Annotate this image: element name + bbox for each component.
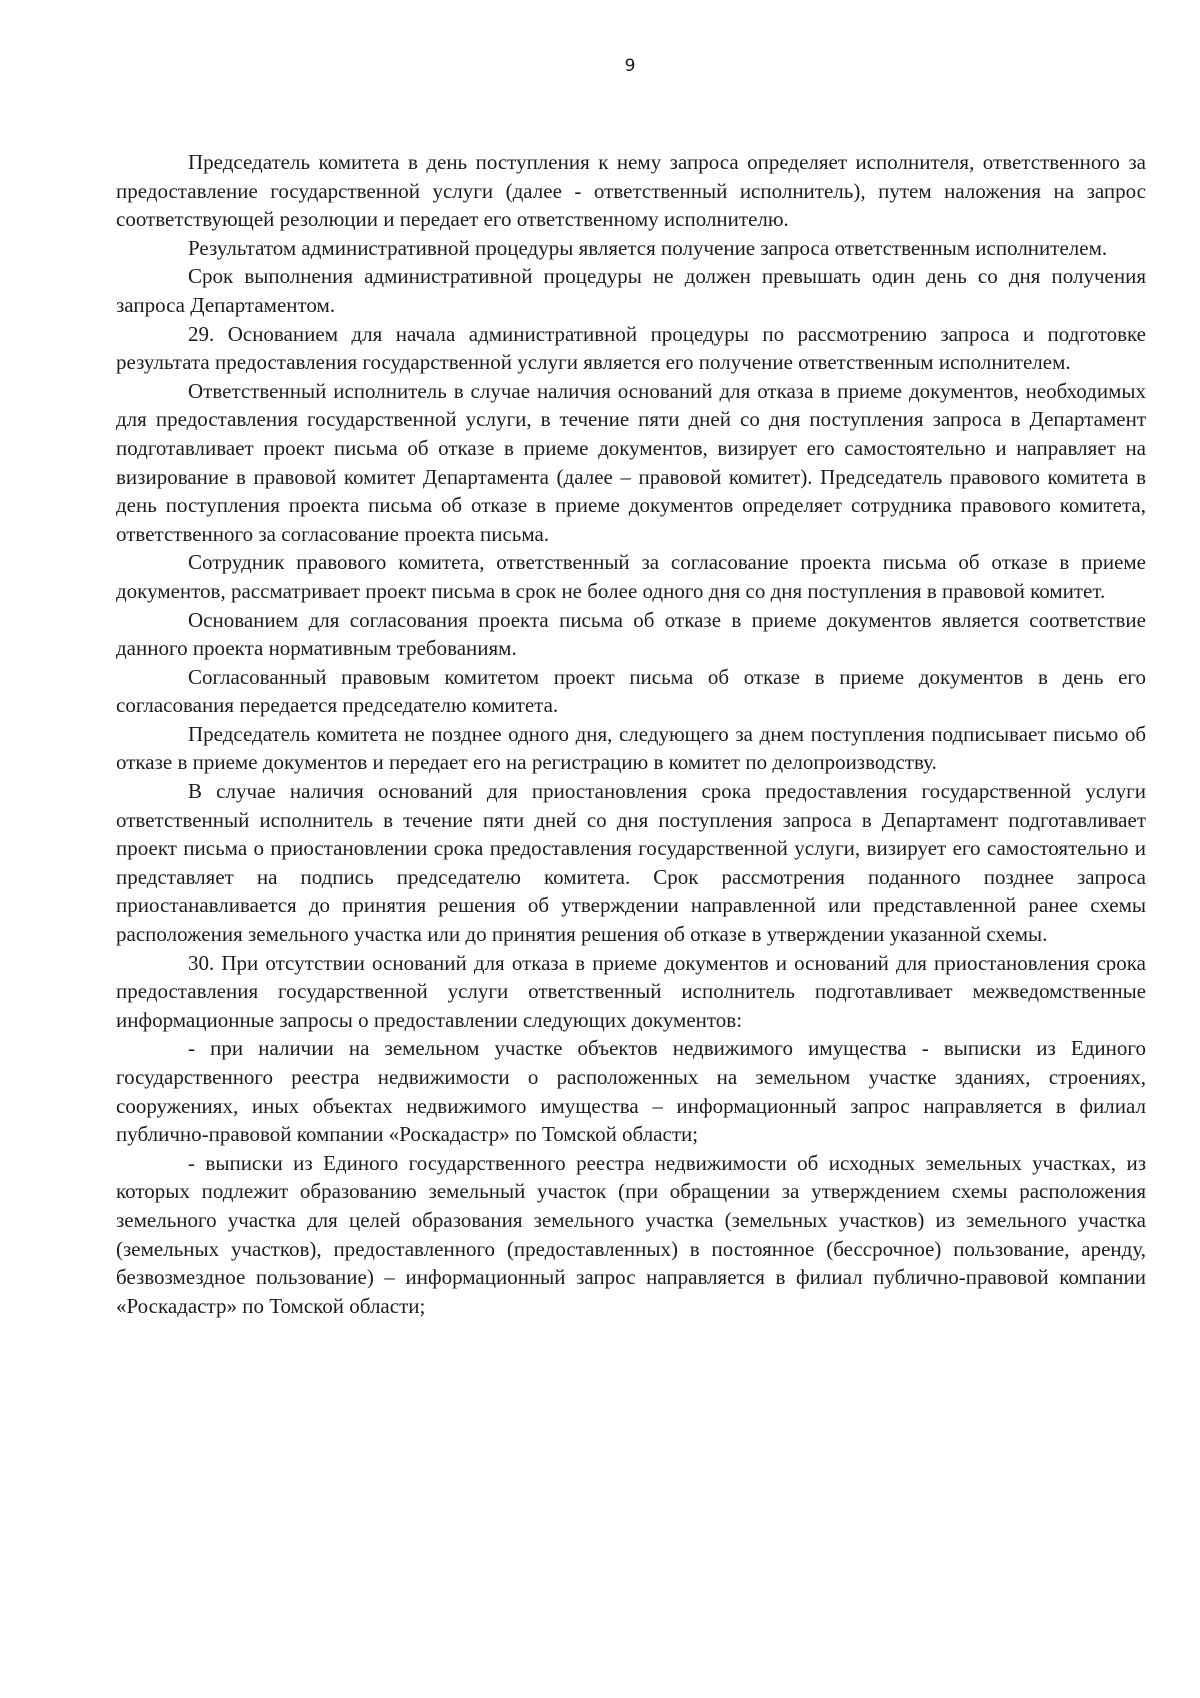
paragraph: Сотрудник правового комитета, ответственный за согласование проекта письма об отказе в приеме документов, рассматривает проект письма в срок не более одного дня со дня поступления в правовой комитет. bbox=[116, 550, 1146, 603]
paragraph: В случае наличия оснований для приостановления срока предоставления государственной услуги ответственный исполнитель в течение пяти дней со дня поступления запроса в Департамент подготавливает проект письма о приостановлении срока предоставления государственной услуги, визирует его самостоятельно и представляет на подпись председателю комитета. Срок рассмотрения поданного позднее запроса приостанавливается до принятия решения об утверждении направленной или представленной ранее схемы расположения земельного участка или до принятия решения об отказе в утверждении указанной схемы. bbox=[116, 779, 1146, 947]
paragraph: Срок выполнения административной процедуры не должен превышать один день со дня получения запроса Департаментом. bbox=[116, 264, 1146, 317]
list-item: - выписки из Единого государственного реестра недвижимости об исходных земельных участках, из которых подлежит образованию земельный участок (при обращении за утверждением схемы расположения земельного участка для целей образования земельного участка (земельных участков) из земельного участка (земельных участков), предоставленного (предоставленных) в постоянное (бессрочное) пользование, аренду, безвозмездное пользование) – информационный запрос направляется в филиал публично-правовой компании «Роскадастр» по Томской области; bbox=[116, 1150, 1146, 1318]
page-number: 9 bbox=[624, 56, 636, 76]
paragraph: Согласованный правовым комитетом проект письма об отказе в приеме документов в день его согласования передается председателю комитета. bbox=[116, 664, 1146, 718]
paragraph: Основанием для согласования проекта письма об отказе в приеме документов является соответствие данного проекта нормативным требованиям. bbox=[116, 607, 1146, 661]
paragraph: Председатель комитета в день поступления к нему запроса определяет исполнителя, ответственного за предоставление государственной услуги (далее - ответственный исполнитель), путем наложения на запрос соответствующей резолюции и передает его ответственному исполнителю. bbox=[116, 150, 1146, 232]
paragraph: 30. При отсутствии оснований для отказа в приеме документов и оснований для приостановления срока предоставления государственной услуги ответственный исполнитель подготавливает межведомственные информационные запросы о предоставлении следующих документов: bbox=[116, 950, 1146, 1032]
paragraph: Председатель комитета не позднее одного дня, следующего за днем поступления подписывает письмо об отказе в приеме документов и передает его на регистрацию в комитет по делопроизводству. bbox=[116, 721, 1146, 775]
document-body bbox=[116, 148, 1146, 1320]
list-item: - при наличии на земельном участке объектов недвижимого имущества - выписки из Единого государственного реестра недвижимости о расположенных на земельном участке зданиях, строениях, сооружениях, иных объектах недвижимого имущества – информационный запрос направляется в филиал публично-правовой компании «Роскадастр» по Томской области; bbox=[116, 1036, 1146, 1147]
paragraph: 29. Основанием для начала административной процедуры по рассмотрению запроса и подготовке результата предоставления государственной услуги является его получение ответственным исполнителем. bbox=[116, 321, 1146, 375]
paragraph: Ответственный исполнитель в случае наличия оснований для отказа в приеме документов, необходимых для предоставления государственной услуги, в течение пяти дней со дня поступления запроса в Департамент подготавливает проект письма об отказе в приеме документов, визирует его самостоятельно и направляет на визирование в правовой комитет Департамента (далее – правовой комитет). Председатель правового комитета в день поступления проекта письма об отказе в приеме документов определяет сотрудника правового комитета, ответственного за согласование проекта письма. bbox=[116, 378, 1146, 546]
paragraph: Результатом административной процедуры является получение запроса ответственным исполнителем. bbox=[188, 235, 1108, 260]
